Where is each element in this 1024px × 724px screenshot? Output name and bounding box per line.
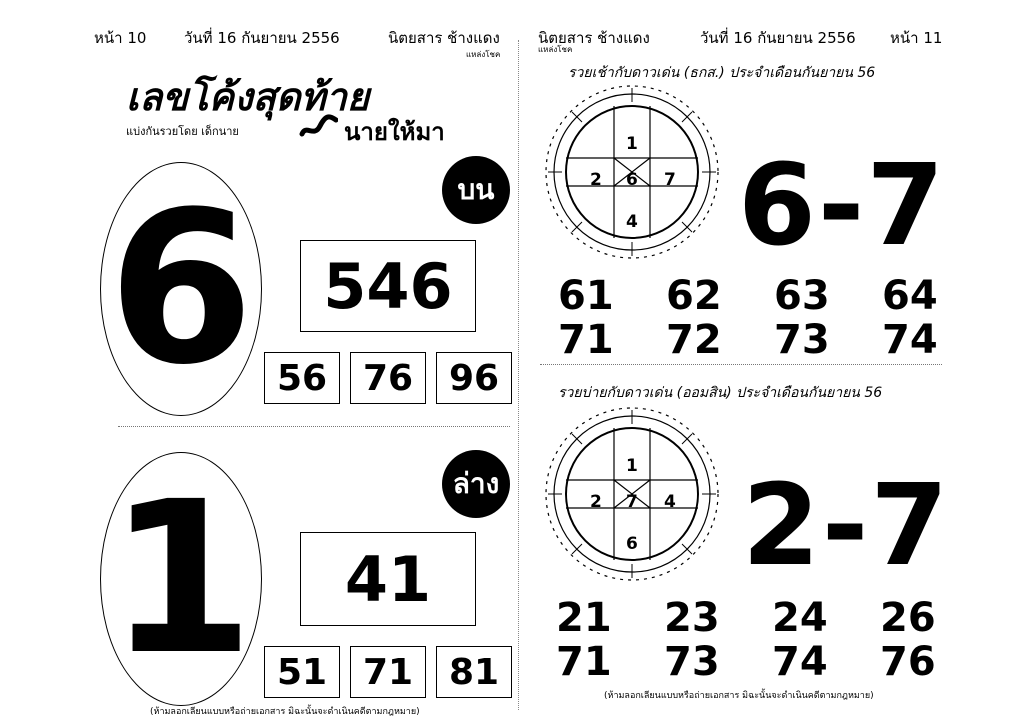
top-lucky-pair: 6-7 xyxy=(738,141,947,271)
top-badge-label: บน xyxy=(457,173,495,206)
right-bottom-title: รวยบ่ายกับดาวเด่น (ออมสิน) ประจำเดือนกันยายน 56 xyxy=(558,385,883,401)
top-main-number: 546 xyxy=(323,249,453,323)
bottom-grid-top: 1 xyxy=(626,456,638,476)
left-title: เลขโค้งสุดท้าย xyxy=(126,75,370,119)
bottom-pair-box xyxy=(436,646,512,698)
top-number: 74 xyxy=(882,317,938,363)
top-number: 62 xyxy=(666,273,722,319)
bottom-number-grid xyxy=(556,596,988,684)
left-publication: นิตยสาร ช้างแดง xyxy=(388,29,500,47)
bottom-lucky-pair: 2-7 xyxy=(742,461,951,591)
right-publication: นิตยสาร ช้างแดง xyxy=(538,29,650,47)
top-badge xyxy=(442,156,510,224)
left-section: แหล่งโชค xyxy=(466,50,501,59)
top-number: 63 xyxy=(774,273,830,319)
top-digit: 6 xyxy=(107,166,255,411)
bottom-number: 73 xyxy=(664,639,720,685)
right-date: วันที่ 16 กันยายน 2556 xyxy=(700,29,856,47)
page-gutter xyxy=(518,40,519,710)
top-pair-number: 76 xyxy=(362,357,414,399)
top-number: 72 xyxy=(666,317,722,363)
right-section: แหล่งโชค xyxy=(538,45,573,54)
bottom-pair-box xyxy=(264,646,340,698)
top-pair-box xyxy=(350,352,426,404)
bottom-number: 26 xyxy=(880,595,936,641)
bottom-main-number: 41 xyxy=(344,542,432,616)
squiggle-logo-icon xyxy=(298,110,338,140)
bottom-pair-number: 71 xyxy=(362,651,414,693)
top-grid-top: 1 xyxy=(626,134,638,154)
top-grid-bottom: 4 xyxy=(626,212,638,232)
top-pair-box xyxy=(264,352,340,404)
top-main-number-box xyxy=(300,240,476,332)
right-footnote: (ห้ามลอกเลียนแบบหรือถ่ายเอกสาร มิฉะนั้นจะดำเนินคดีตามกฎหมาย) xyxy=(604,691,874,701)
left-divider xyxy=(118,426,510,427)
bottom-pair-number: 81 xyxy=(448,651,500,693)
bottom-pair-number: 51 xyxy=(276,651,328,693)
right-page-number: หน้า 11 xyxy=(890,29,943,47)
bottom-main-number-box xyxy=(300,532,476,626)
bottom-number: 24 xyxy=(772,595,828,641)
bottom-number: 21 xyxy=(556,595,612,641)
top-digit-oval xyxy=(100,162,262,416)
right-divider xyxy=(540,364,942,365)
right-top-title: รวยเช้ากับดาวเด่น (ธกส.) ประจำเดือนกันยายน 56 xyxy=(568,65,876,81)
bottom-grid-bottom: 6 xyxy=(626,534,638,554)
bottom-digit: 1 xyxy=(107,456,255,701)
bottom-badge xyxy=(442,450,510,518)
bottom-number: 76 xyxy=(880,639,936,685)
top-number: 64 xyxy=(882,273,938,319)
top-number: 71 xyxy=(558,317,614,363)
top-pair-number: 56 xyxy=(276,357,328,399)
bottom-digit-oval xyxy=(100,452,262,706)
top-number: 61 xyxy=(558,273,614,319)
bottom-number: 74 xyxy=(772,639,828,685)
bottom-pair-box xyxy=(350,646,426,698)
left-byline: แบ่งกันรวยโดย เด็กนาย xyxy=(126,125,239,138)
bottom-badge-label: ล่าง xyxy=(452,467,500,500)
top-grid-right: 7 xyxy=(664,170,676,190)
top-pair-number: 96 xyxy=(448,357,500,399)
bottom-number: 71 xyxy=(556,639,612,685)
top-pair-box xyxy=(436,352,512,404)
left-date: วันที่ 16 กันยายน 2556 xyxy=(184,29,340,47)
bottom-number: 23 xyxy=(664,595,720,641)
bottom-grid-center: 7 xyxy=(626,492,638,512)
bottom-grid-right: 4 xyxy=(664,492,676,512)
bottom-grid-left: 2 xyxy=(590,492,602,512)
top-number: 73 xyxy=(774,317,830,363)
left-page-number: หน้า 10 xyxy=(94,29,147,47)
left-author: นายให้มา xyxy=(344,118,445,146)
left-footnote: (ห้ามลอกเลียนแบบหรือถ่ายเอกสาร มิฉะนั้นจะดำเนินคดีตามกฎหมาย) xyxy=(150,707,420,717)
top-grid-left: 2 xyxy=(590,170,602,190)
top-number-grid xyxy=(558,274,990,362)
top-grid-center: 6 xyxy=(626,170,638,190)
